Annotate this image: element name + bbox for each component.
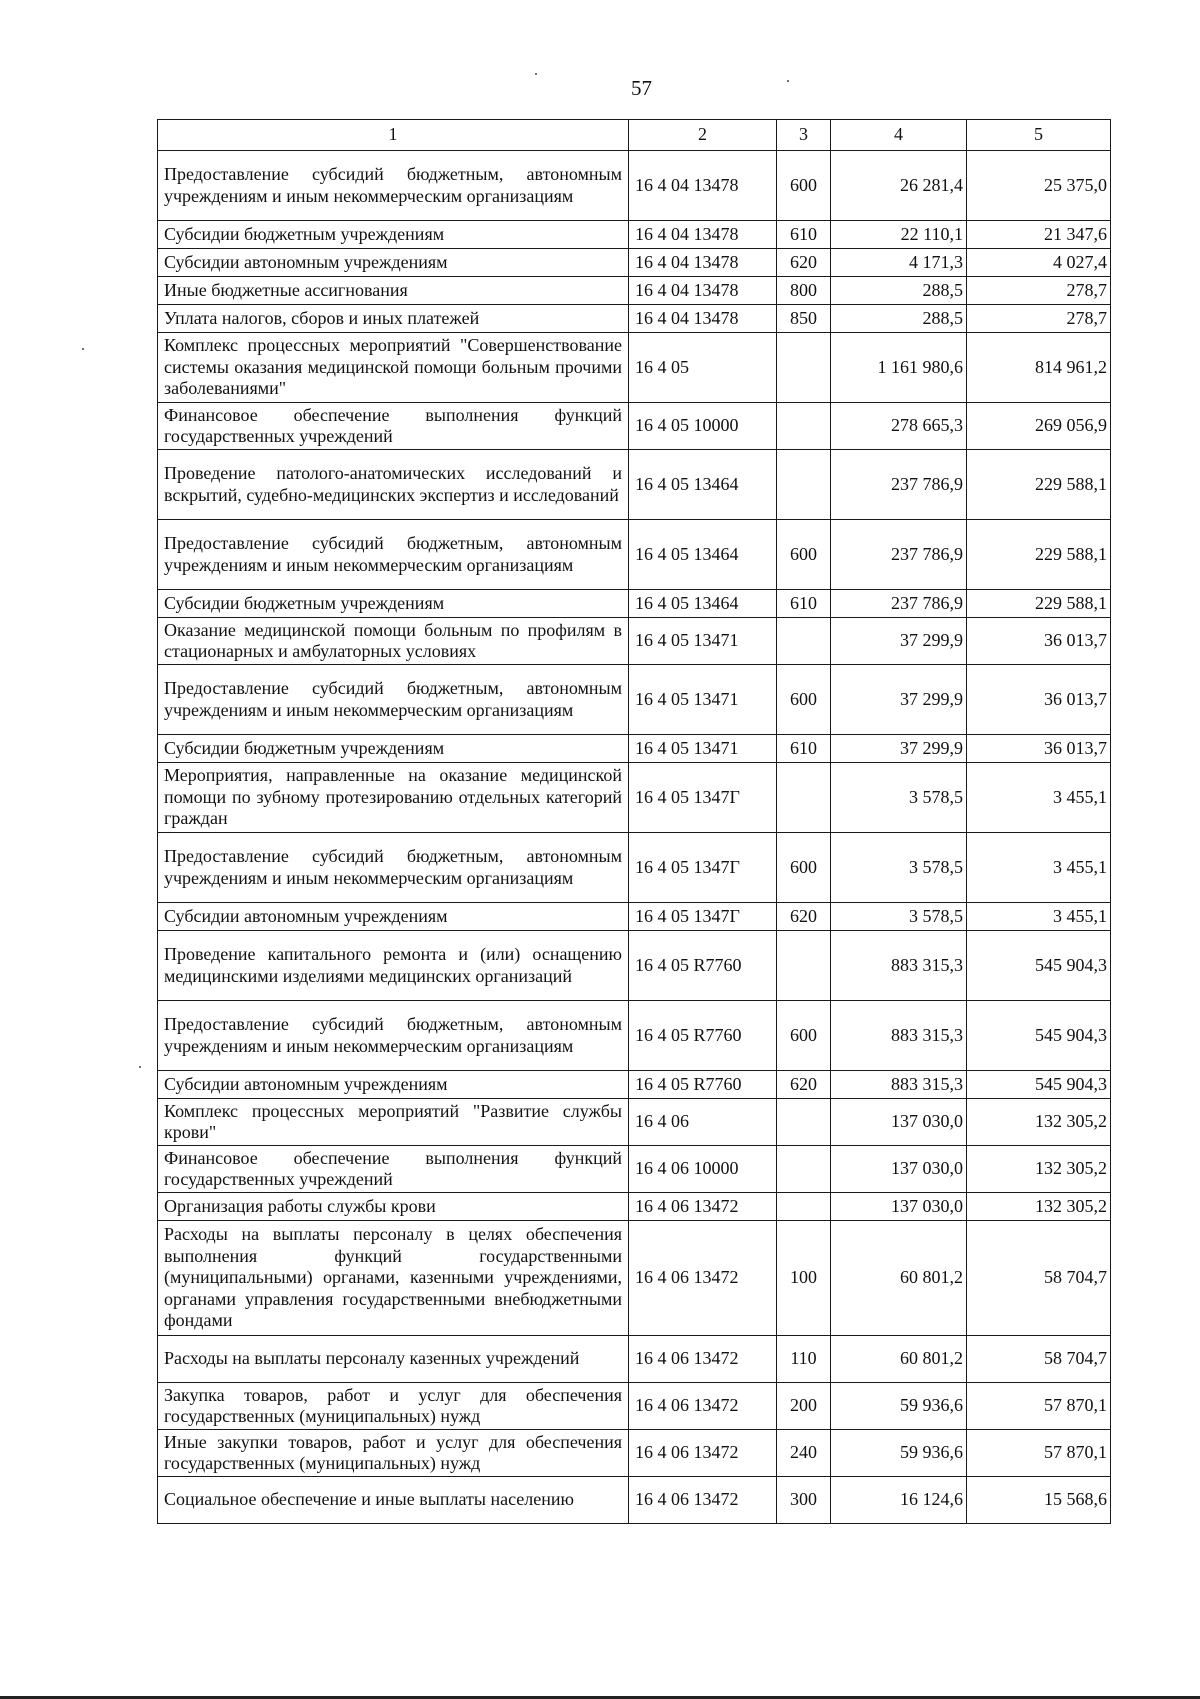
row-value-col4: 288,5 — [831, 305, 967, 333]
row-code: 16 4 06 — [629, 1099, 777, 1146]
row-name: Расходы на выплаты персоналу в целях обеспечения выполнения функций государственными (муниципальными) органами, казенными учреждениями, органами управления государственными внебюджетными фондами — [158, 1221, 629, 1336]
row-name: Оказание медицинской помощи больным по профилям в стационарных и амбулаторных условиях — [158, 618, 629, 665]
row-expense-type — [777, 333, 831, 403]
row-value-col5: 3 455,1 — [967, 833, 1111, 903]
row-expense-type — [777, 618, 831, 665]
row-value-col4: 60 801,2 — [831, 1336, 967, 1383]
page-number: 57 — [631, 76, 652, 100]
row-code: 16 4 05 1347Г — [629, 763, 777, 833]
row-value-col5: 3 455,1 — [967, 903, 1111, 931]
row-name: Иные бюджетные ассигнования — [158, 277, 629, 305]
row-name: Предоставление субсидий бюджетным, автономным учреждениям и иным некоммерческим организациям — [158, 151, 629, 221]
row-name: Предоставление субсидий бюджетным, автономным учреждениям и иным некоммерческим организациям — [158, 1001, 629, 1071]
table-row — [158, 277, 1111, 305]
row-value-col5: 229 588,1 — [967, 520, 1111, 590]
row-value-col4: 37 299,9 — [831, 665, 967, 735]
row-code: 16 4 05 13471 — [629, 735, 777, 763]
row-code: 16 4 05 1347Г — [629, 833, 777, 903]
row-name: Субсидии бюджетным учреждениям — [158, 221, 629, 249]
table-row — [158, 1336, 1111, 1383]
row-code: 16 4 05 13471 — [629, 665, 777, 735]
row-code: 16 4 04 13478 — [629, 277, 777, 305]
row-expense-type: 600 — [777, 665, 831, 735]
row-value-col5: 229 588,1 — [967, 590, 1111, 618]
row-value-col4: 883 315,3 — [831, 1071, 967, 1099]
row-value-col5: 278,7 — [967, 277, 1111, 305]
table-row — [158, 151, 1111, 221]
row-expense-type: 620 — [777, 1071, 831, 1099]
row-code: 16 4 05 13464 — [629, 590, 777, 618]
row-value-col5: 57 870,1 — [967, 1430, 1111, 1477]
row-name: Субсидии бюджетным учреждениям — [158, 590, 629, 618]
row-expense-type: 850 — [777, 305, 831, 333]
row-expense-type: 100 — [777, 1221, 831, 1336]
table-row — [158, 333, 1111, 403]
row-value-col5: 58 704,7 — [967, 1336, 1111, 1383]
row-value-col4: 26 281,4 — [831, 151, 967, 221]
row-name: Социальное обеспечение и иные выплаты населению — [158, 1477, 629, 1524]
table-row — [158, 665, 1111, 735]
row-value-col4: 137 030,0 — [831, 1193, 967, 1221]
scan-speck — [139, 1066, 141, 1068]
header-col-2: 2 — [629, 120, 777, 151]
row-name: Предоставление субсидий бюджетным, автономным учреждениям и иным некоммерческим организациям — [158, 520, 629, 590]
row-expense-type: 240 — [777, 1430, 831, 1477]
row-value-col5: 545 904,3 — [967, 1071, 1111, 1099]
table-row — [158, 1221, 1111, 1336]
row-value-col5: 269 056,9 — [967, 403, 1111, 450]
row-name: Предоставление субсидий бюджетным, автономным учреждениям и иным некоммерческим организациям — [158, 665, 629, 735]
scan-speck — [535, 73, 537, 75]
row-expense-type: 600 — [777, 151, 831, 221]
row-name: Финансовое обеспечение выполнения функций государственных учреждений — [158, 1146, 629, 1193]
row-expense-type: 610 — [777, 221, 831, 249]
row-expense-type: 610 — [777, 735, 831, 763]
row-code: 16 4 05 1347Г — [629, 903, 777, 931]
row-value-col4: 3 578,5 — [831, 903, 967, 931]
row-value-col4: 237 786,9 — [831, 520, 967, 590]
row-name: Комплекс процессных мероприятий "Развитие службы крови" — [158, 1099, 629, 1146]
row-code: 16 4 04 13478 — [629, 151, 777, 221]
table-row — [158, 833, 1111, 903]
row-expense-type — [777, 1099, 831, 1146]
row-value-col4: 22 110,1 — [831, 221, 967, 249]
row-value-col4: 16 124,6 — [831, 1477, 967, 1524]
row-code: 16 4 05 13471 — [629, 618, 777, 665]
row-value-col4: 59 936,6 — [831, 1430, 967, 1477]
row-value-col4: 37 299,9 — [831, 735, 967, 763]
row-code: 16 4 05 10000 — [629, 403, 777, 450]
row-value-col5: 132 305,2 — [967, 1193, 1111, 1221]
table-row — [158, 1383, 1111, 1430]
row-code: 16 4 06 13472 — [629, 1383, 777, 1430]
row-name: Субсидии автономным учреждениям — [158, 1071, 629, 1099]
table-row — [158, 1146, 1111, 1193]
row-expense-type — [777, 1193, 831, 1221]
row-expense-type: 300 — [777, 1477, 831, 1524]
row-value-col4: 59 936,6 — [831, 1383, 967, 1430]
row-value-col4: 237 786,9 — [831, 590, 967, 618]
row-code: 16 4 05 R7760 — [629, 1071, 777, 1099]
row-value-col4: 278 665,3 — [831, 403, 967, 450]
row-code: 16 4 06 13472 — [629, 1221, 777, 1336]
table-row — [158, 1477, 1111, 1524]
row-value-col4: 883 315,3 — [831, 931, 967, 1001]
table-row — [158, 618, 1111, 665]
row-expense-type: 800 — [777, 277, 831, 305]
row-code: 16 4 05 R7760 — [629, 931, 777, 1001]
row-name: Субсидии автономным учреждениям — [158, 249, 629, 277]
row-name: Субсидии автономным учреждениям — [158, 903, 629, 931]
header-col-3: 3 — [777, 120, 831, 151]
row-expense-type: 110 — [777, 1336, 831, 1383]
table-row — [158, 735, 1111, 763]
table-row — [158, 1071, 1111, 1099]
row-code: 16 4 06 13472 — [629, 1477, 777, 1524]
header-col-5: 5 — [967, 120, 1111, 151]
row-name: Мероприятия, направленные на оказание медицинской помощи по зубному протезированию отдельных категорий граждан — [158, 763, 629, 833]
scan-speck — [82, 348, 84, 350]
row-name: Субсидии бюджетным учреждениям — [158, 735, 629, 763]
row-expense-type: 610 — [777, 590, 831, 618]
row-code: 16 4 05 — [629, 333, 777, 403]
row-value-col5: 545 904,3 — [967, 931, 1111, 1001]
row-value-col5: 36 013,7 — [967, 665, 1111, 735]
row-name: Закупка товаров, работ и услуг для обеспечения государственных (муниципальных) нужд — [158, 1383, 629, 1430]
row-code: 16 4 05 R7760 — [629, 1001, 777, 1071]
table-row — [158, 450, 1111, 520]
row-expense-type — [777, 1146, 831, 1193]
row-name: Иные закупки товаров, работ и услуг для обеспечения государственных (муниципальных) нужд — [158, 1430, 629, 1477]
row-value-col4: 288,5 — [831, 277, 967, 305]
row-value-col4: 3 578,5 — [831, 833, 967, 903]
row-value-col4: 137 030,0 — [831, 1099, 967, 1146]
row-value-col5: 25 375,0 — [967, 151, 1111, 221]
table-row — [158, 763, 1111, 833]
table-row — [158, 1001, 1111, 1071]
row-value-col5: 545 904,3 — [967, 1001, 1111, 1071]
row-value-col5: 36 013,7 — [967, 735, 1111, 763]
row-expense-type — [777, 763, 831, 833]
row-name: Проведение капитального ремонта и (или) оснащению медицинскими изделиями медицинских организаций — [158, 931, 629, 1001]
row-value-col4: 3 578,5 — [831, 763, 967, 833]
header-col-4: 4 — [831, 120, 967, 151]
table-row — [158, 1193, 1111, 1221]
row-expense-type: 600 — [777, 1001, 831, 1071]
header-col-1: 1 — [158, 120, 629, 151]
row-value-col5: 814 961,2 — [967, 333, 1111, 403]
row-value-col4: 60 801,2 — [831, 1221, 967, 1336]
table-row — [158, 520, 1111, 590]
table-row — [158, 1099, 1111, 1146]
row-name: Расходы на выплаты персоналу казенных учреждений — [158, 1336, 629, 1383]
table-row — [158, 403, 1111, 450]
row-expense-type: 600 — [777, 833, 831, 903]
row-expense-type: 620 — [777, 249, 831, 277]
row-code: 16 4 06 13472 — [629, 1430, 777, 1477]
row-expense-type: 200 — [777, 1383, 831, 1430]
row-value-col4: 883 315,3 — [831, 1001, 967, 1071]
row-value-col5: 36 013,7 — [967, 618, 1111, 665]
table-row — [158, 221, 1111, 249]
row-name: Комплекс процессных мероприятий "Совершенствование системы оказания медицинской помощи больным прочими заболеваниями" — [158, 333, 629, 403]
row-expense-type — [777, 403, 831, 450]
row-code: 16 4 06 10000 — [629, 1146, 777, 1193]
row-expense-type — [777, 450, 831, 520]
header-row — [158, 120, 1111, 151]
row-name: Проведение патолого-анатомических исследований и вскрытий, судебно-медицинских экспертиз и исследований — [158, 450, 629, 520]
table-row — [158, 903, 1111, 931]
row-value-col5: 58 704,7 — [967, 1221, 1111, 1336]
table-row — [158, 305, 1111, 333]
row-value-col5: 3 455,1 — [967, 763, 1111, 833]
row-name: Уплата налогов, сборов и иных платежей — [158, 305, 629, 333]
row-value-col4: 37 299,9 — [831, 618, 967, 665]
row-value-col4: 237 786,9 — [831, 450, 967, 520]
table-row — [158, 1430, 1111, 1477]
row-code: 16 4 04 13478 — [629, 249, 777, 277]
budget-table — [157, 119, 1111, 1524]
row-code: 16 4 04 13478 — [629, 305, 777, 333]
row-value-col5: 132 305,2 — [967, 1099, 1111, 1146]
row-code: 16 4 06 13472 — [629, 1336, 777, 1383]
table-row — [158, 249, 1111, 277]
row-value-col5: 229 588,1 — [967, 450, 1111, 520]
row-value-col4: 137 030,0 — [831, 1146, 967, 1193]
row-code: 16 4 05 13464 — [629, 520, 777, 590]
row-value-col5: 15 568,6 — [967, 1477, 1111, 1524]
row-value-col5: 132 305,2 — [967, 1146, 1111, 1193]
row-name: Финансовое обеспечение выполнения функций государственных учреждений — [158, 403, 629, 450]
row-value-col5: 4 027,4 — [967, 249, 1111, 277]
table-row — [158, 931, 1111, 1001]
row-value-col4: 4 171,3 — [831, 249, 967, 277]
row-code: 16 4 05 13464 — [629, 450, 777, 520]
scan-speck — [787, 80, 789, 82]
row-expense-type: 600 — [777, 520, 831, 590]
row-name: Организация работы службы крови — [158, 1193, 629, 1221]
row-value-col4: 1 161 980,6 — [831, 333, 967, 403]
row-code: 16 4 04 13478 — [629, 221, 777, 249]
row-value-col5: 21 347,6 — [967, 221, 1111, 249]
row-code: 16 4 06 13472 — [629, 1193, 777, 1221]
row-name: Предоставление субсидий бюджетным, автономным учреждениям и иным некоммерческим организациям — [158, 833, 629, 903]
row-value-col5: 57 870,1 — [967, 1383, 1111, 1430]
row-expense-type: 620 — [777, 903, 831, 931]
row-value-col5: 278,7 — [967, 305, 1111, 333]
table-row — [158, 590, 1111, 618]
row-expense-type — [777, 931, 831, 1001]
